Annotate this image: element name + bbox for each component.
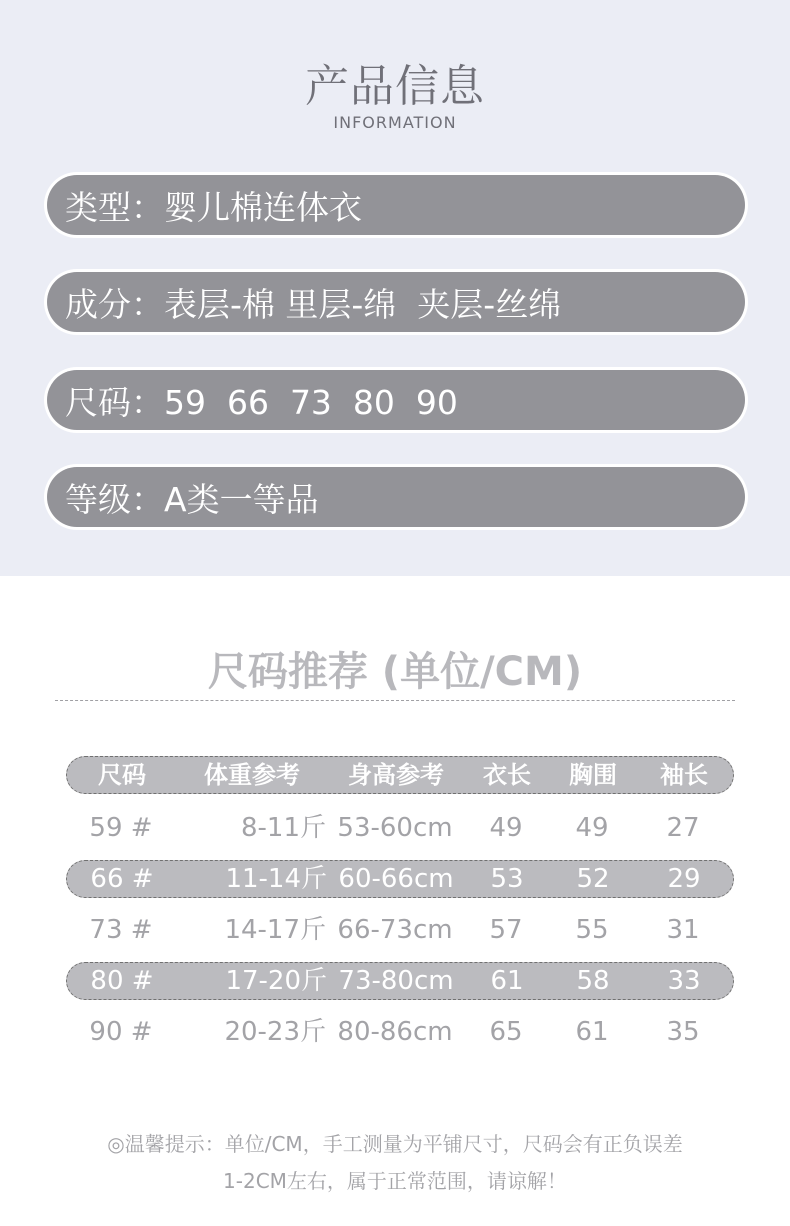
size-chart-title: 尺码推荐 (单位/CM) [207,649,583,695]
cell-size: 66 # [90,864,154,894]
cell-sleeve: 29 [667,864,701,894]
table-row [66,1014,734,1052]
cell-sleeve: 31 [666,915,700,945]
cell-length: 49 [489,813,523,843]
note-line-2: 1-2CM左右，属于正常范围，请谅解！ [223,1169,567,1193]
info-type: 类型：婴儿棉连体衣 [47,175,745,235]
cell-sleeve: 33 [667,966,701,996]
table-row [66,962,734,1000]
cell-height: 53-60cm [337,813,453,843]
cell-size: 80 # [90,966,154,996]
product-info-section [0,0,790,576]
column-header-weight: 体重参考 [204,761,300,789]
cell-length: 57 [489,915,523,945]
cell-height: 60-66cm [338,864,454,894]
cell-chest: 52 [576,864,610,894]
cell-sleeve: 35 [666,1017,700,1047]
cell-weight: 14-17斤 [224,915,326,945]
table-row [66,810,734,848]
cell-chest: 49 [575,813,609,843]
column-header-length: 衣长 [483,761,531,789]
cell-chest: 58 [576,966,610,996]
cell-height: 73-80cm [338,966,454,996]
cell-weight: 20-23斤 [224,1017,326,1047]
cell-size: 73 # [89,915,153,945]
cell-size: 90 # [89,1017,153,1047]
cell-weight: 17-20斤 [225,966,327,996]
divider [55,700,735,701]
cell-height: 80-86cm [337,1017,453,1047]
column-header-chest: 胸围 [569,761,617,789]
cell-length: 61 [490,966,524,996]
cell-sleeve: 27 [666,813,700,843]
cell-weight: 11-14斤 [225,864,327,894]
column-header-height: 身高参考 [348,761,444,789]
cell-length: 53 [490,864,524,894]
cell-size: 59 # [89,813,153,843]
product-info-subtitle: INFORMATION [333,113,457,132]
info-sizes: 尺码：59 66 73 80 90 [47,370,745,430]
info-material: 成分：表层-棉 里层-绵 夹层-丝绵 [47,272,745,332]
cell-height: 66-73cm [337,915,453,945]
cell-weight: 8-11斤 [240,813,326,843]
cell-chest: 55 [575,915,609,945]
cell-chest: 61 [575,1017,609,1047]
column-header-sleeve: 袖长 [660,761,708,789]
info-grade: 等级：A类一等品 [47,467,745,527]
table-row [66,912,734,950]
column-header-size: 尺码 [98,761,146,789]
size-table-header [66,756,734,794]
product-info-title: 产品信息 [305,61,485,112]
note-line-1: ◎温馨提示：单位/CM，手工测量为平铺尺寸，尺码会有正负误差 [107,1132,683,1156]
table-row [66,860,734,898]
cell-length: 65 [489,1017,523,1047]
